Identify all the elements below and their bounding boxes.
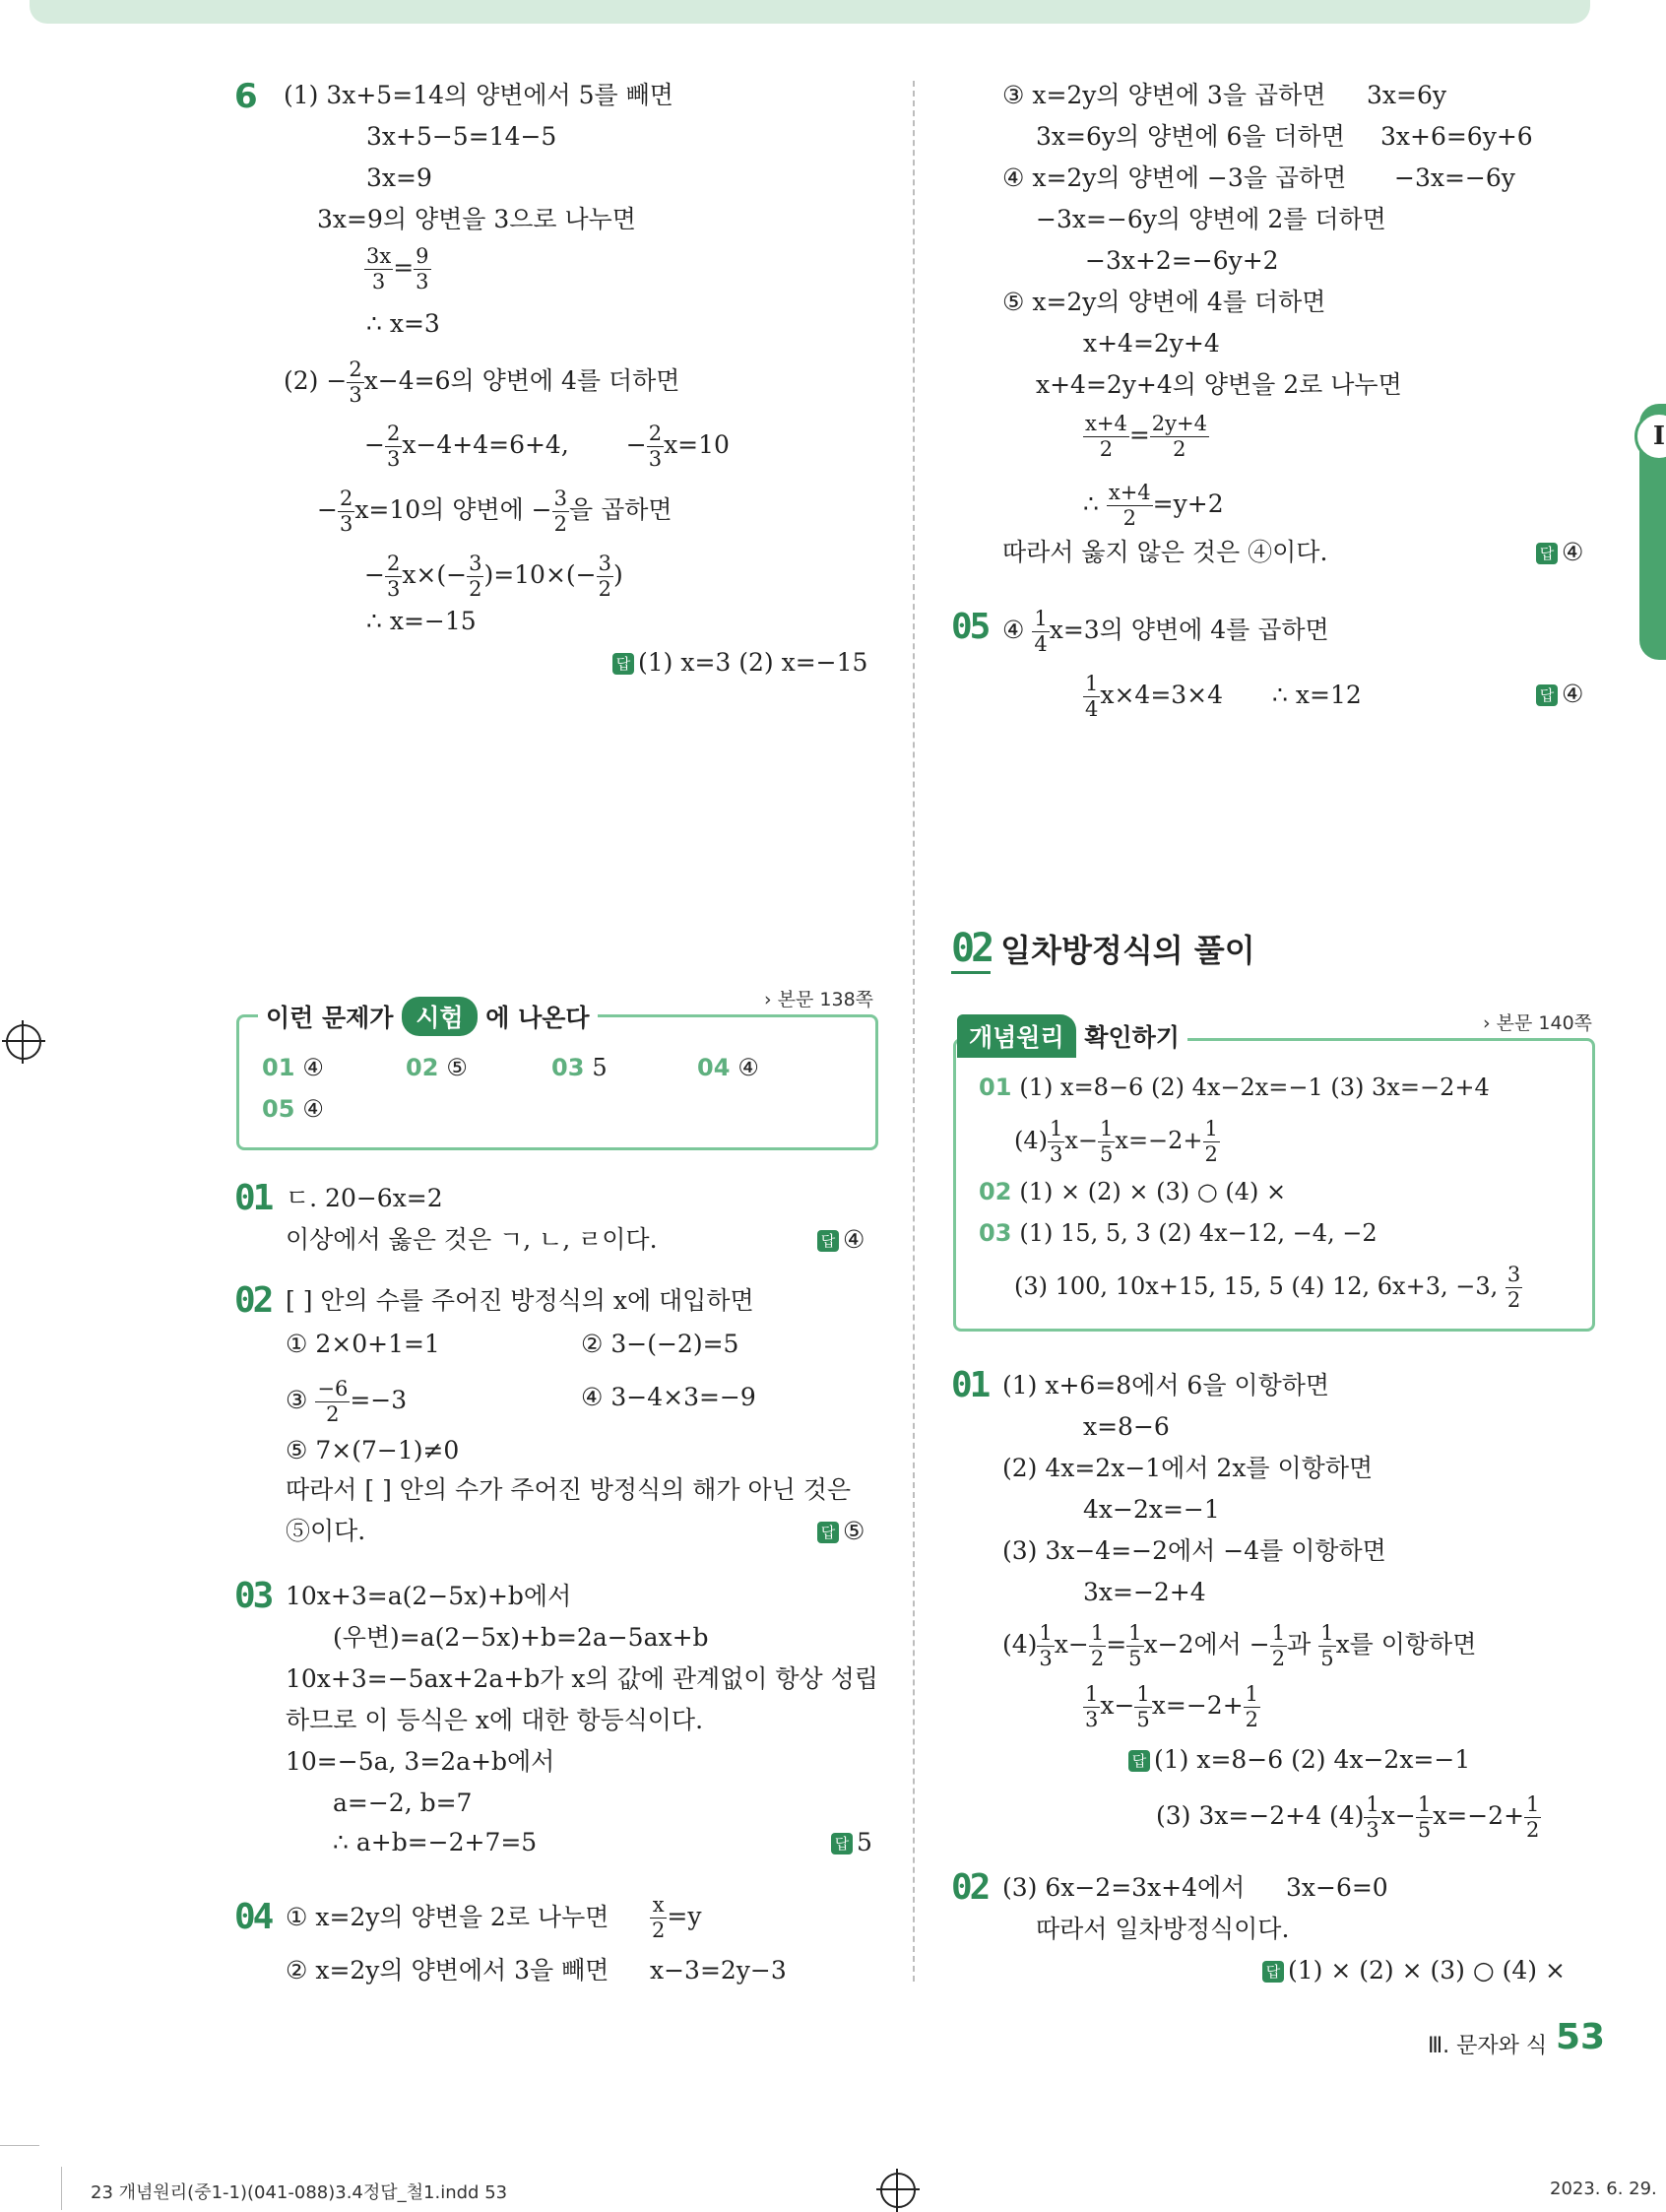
text-line: ① 2×0+1=1 [286, 1330, 440, 1358]
answer: 답 (1) × (2) × (3) ○ (4) × [1262, 1956, 1566, 1985]
fraction-line: ③ $\frac{-6}{2}$ =−3 [286, 1377, 408, 1426]
footer-rule [0, 2145, 39, 2146]
text-line: 3x=6y [1367, 81, 1446, 109]
fraction-line: $\frac{1}{3}$ x− $\frac{1}{5}$ x=−2+ $\frac{1}{2}$ [1085, 1682, 1259, 1731]
text-line: (2) 4x=2x−1에서 2x를 이항하면 [1002, 1454, 1374, 1482]
text-line: ③ x=2y의 양변에 3을 곱하면 [1002, 81, 1326, 109]
fraction-line: − $\frac{2}{3}$ x=10의 양변에 − $\frac{3}{2}$ 을 곱하면 [317, 487, 673, 536]
fraction-line: − $\frac{2}{3}$ x×(− $\frac{3}{2}$ )=10×(− $\frac{3}{2}$ ) [364, 552, 623, 601]
text-line: 4x−2x=−1 [1083, 1495, 1220, 1524]
exam-quiz-title: 이런 문제가 시험 에 나온다 [258, 997, 598, 1036]
text-line: 3x+5−5=14−5 [366, 122, 557, 151]
text-line: ① x=2y의 양변을 2로 나누면 [286, 1903, 609, 1931]
text-line: ∴ x=3 [366, 309, 440, 338]
answer-mark-icon: 답 [1536, 543, 1558, 564]
text-line: 10x+3=−5ax+2a+b가 x의 값에 관계없이 항상 성립 [286, 1664, 878, 1693]
print-date: 2023. 6. 29. [1550, 2179, 1657, 2199]
answer: 답 (1) x=8−6 (2) 4x−2x=−1 [1128, 1745, 1470, 1775]
answer-mark-icon: 답 [1536, 684, 1558, 706]
registration-mark-icon [880, 2173, 916, 2208]
answer: 답 5 [831, 1828, 872, 1857]
text-line: x−3=2y−3 [650, 1956, 787, 1984]
answer: 답 ⑤ [817, 1517, 865, 1546]
text-line: (우변)=a(2−5x)+b=2a−5ax+b [333, 1623, 709, 1652]
text-line: ㄷ. 20−6x=2 [286, 1184, 443, 1212]
text-line: 3x=9 [366, 163, 432, 192]
answer: 답 ④ [817, 1225, 865, 1255]
text-line: 3x+6=6y+6 [1380, 122, 1533, 151]
text-line: ④ 3−4×3=−9 [581, 1383, 756, 1411]
fraction-line: (2) − $\frac{2}{3}$ x−4=6의 양변에 4를 더하면 [284, 358, 680, 407]
quiz-item: 04 ④ [697, 1054, 759, 1081]
text-line: a=−2, b=7 [333, 1789, 473, 1817]
problem-number: 01 [951, 1365, 989, 1405]
concept-check-title: 개념원리 확인하기 [957, 1014, 1187, 1058]
fraction-line: ④ $\frac{1}{4}$ x=3의 양변에 4를 곱하면 [1002, 607, 1329, 656]
problem-number: 03 [234, 1576, 272, 1616]
column-divider [913, 81, 915, 1982]
page-number: 53 [1556, 2017, 1606, 2057]
chapter-label: Ⅲ. 문자와 식 [1428, 2034, 1548, 2058]
text-line: 3x−6=0 [1286, 1873, 1388, 1902]
text-line: x=8−6 [1083, 1412, 1170, 1441]
problem-number: 05 [951, 607, 989, 647]
concept-item: 01 (1) x=8−6 (2) 4x−2x=−1 (3) 3x=−2+4 [979, 1073, 1490, 1101]
text-line: ∴ x=−15 [366, 607, 477, 635]
answer-mark-icon: 답 [831, 1833, 853, 1854]
text-line: ∴ a+b=−2+7=5 [333, 1828, 538, 1856]
quiz-item: 03 5 [551, 1054, 608, 1081]
answer-continued: (3) 3x=−2+4 (4) $\frac{1}{3}$ x− $\frac{1}{5}$ x=−2+ $\frac{1}{2}$ [1156, 1792, 1540, 1842]
text-line: −3x+2=−6y+2 [1085, 246, 1279, 275]
fraction-line: $\frac{x+4}{2}$ = $\frac{2y+4}{2}$ [1085, 412, 1207, 461]
quiz-item: 01 ④ [262, 1054, 324, 1081]
text-line: 3x=6y의 양변에 6을 더하면 [1036, 122, 1345, 151]
text-line: 3x=−2+4 [1083, 1578, 1206, 1606]
text-line: ④ x=2y의 양변에 −3을 곱하면 [1002, 163, 1347, 192]
fraction-line: (4) $\frac{1}{3}$ x− $\frac{1}{2}$ = $\frac{1}{5}$ x−2에서 − $\frac{1}{2}$ 과 $\frac{1}{5}$ x를 이항하면 [1002, 1621, 1477, 1670]
text-line: [ ] 안의 수를 주어진 방정식의 x에 대입하면 [286, 1286, 754, 1315]
text-line: (1) x+6=8에서 6을 이항하면 [1002, 1371, 1330, 1399]
problem-number: 01 [234, 1178, 272, 1218]
text-line: −3x=−6y의 양변에 2를 더하면 [1036, 205, 1386, 233]
footer-divider [61, 2167, 62, 2210]
concept-item: 03 (1) 15, 5, 3 (2) 4x−12, −4, −2 [979, 1219, 1378, 1247]
text-line: 따라서 옳지 않은 것은 ④이다. [1002, 538, 1328, 566]
page-reference: › 본문 140쪽 [1483, 1012, 1593, 1034]
text-line: ② x=2y의 양변에서 3을 빼면 [286, 1956, 609, 1984]
answer-mark-icon: 답 [817, 1522, 839, 1543]
answer: 답 ④ [1536, 680, 1583, 709]
text-line: 따라서 일차방정식이다. [1036, 1915, 1290, 1943]
text-line: ⑤이다. [286, 1517, 366, 1545]
fraction-line: $\frac{3x}{3}$ = $\frac{9}{3}$ [366, 244, 429, 293]
concept-item: (4) $\frac{1}{3}$ x− $\frac{1}{5}$ x=−2+ $\frac{1}{2}$ [1014, 1117, 1218, 1166]
text-line: 하므로 이 등식은 x에 대한 항등식이다. [286, 1706, 704, 1734]
text-line: 3x=9의 양변을 3으로 나누면 [317, 205, 636, 233]
text-line: (3) 3x−4=−2에서 −4를 이항하면 [1002, 1536, 1386, 1565]
fraction-line: ∴ $\frac{x+4}{2}$ =y+2 [1083, 481, 1224, 530]
text-line: 10x+3=a(2−5x)+b에서 [286, 1582, 572, 1610]
text-line: 10=−5a, 3=2a+b에서 [286, 1747, 555, 1776]
text-line: x+4=2y+4의 양변을 2로 나누면 [1036, 370, 1402, 399]
answer-mark-icon: 답 [817, 1230, 839, 1252]
text-line: x+4=2y+4 [1083, 329, 1220, 358]
quiz-item: 05 ④ [262, 1095, 324, 1123]
answer: 답 (1) x=3 (2) x=−15 [612, 648, 867, 678]
fraction-line: − $\frac{2}{3}$ x−4+4=6+4, − $\frac{2}{3}$ x=10 [364, 422, 730, 471]
answer-mark-icon: 답 [1128, 1750, 1150, 1772]
chapter-tab-label: I [1634, 412, 1666, 461]
concept-item: 02 (1) × (2) × (3) ○ (4) × [979, 1178, 1287, 1205]
text-line: ② 3−(−2)=5 [581, 1330, 739, 1358]
text-line: 이상에서 옳은 것은 ㄱ, ㄴ, ㄹ이다. [286, 1225, 658, 1254]
problem-number: 6 [234, 77, 258, 116]
answer-mark-icon: 답 [1262, 1961, 1284, 1983]
text-line: −3x=−6y [1394, 163, 1515, 192]
problem-number: 02 [234, 1280, 272, 1321]
answer: 답 ④ [1536, 538, 1583, 567]
problem-number: 02 [951, 1867, 989, 1908]
section-title: 02 일차방정식의 풀이 [951, 926, 1255, 971]
page-reference: › 본문 138쪽 [764, 989, 874, 1010]
problem-number: 04 [234, 1897, 272, 1937]
answer-mark-icon: 답 [612, 653, 634, 675]
text-line: ⑤ x=2y의 양변에 4를 더하면 [1002, 288, 1326, 316]
fraction-line: $\frac{x}{2}$ =y [652, 1893, 702, 1942]
text-line: 따라서 [ ] 안의 수가 주어진 방정식의 해가 아닌 것은 [286, 1475, 852, 1504]
text-line: (3) 6x−2=3x+4에서 [1002, 1873, 1246, 1902]
registration-mark-icon [6, 1024, 41, 1060]
fraction-line: $\frac{1}{4}$ x×4=3×4 ∴ x=12 [1085, 672, 1362, 721]
text-line: ⑤ 7×(7−1)≠0 [286, 1436, 460, 1464]
concept-item: (3) 100, 10x+15, 15, 5 (4) 12, 6x+3, −3, $\frac{3}{2}$ [1014, 1263, 1521, 1312]
top-band [30, 0, 1590, 24]
file-name: 23 개념원리(중1-1)(041-088)3.4정답_철1.indd 53 [91, 2182, 508, 2203]
quiz-item: 02 ⑤ [406, 1054, 468, 1081]
text-line: (1) 3x+5=14의 양변에서 5를 빼면 [284, 81, 673, 109]
